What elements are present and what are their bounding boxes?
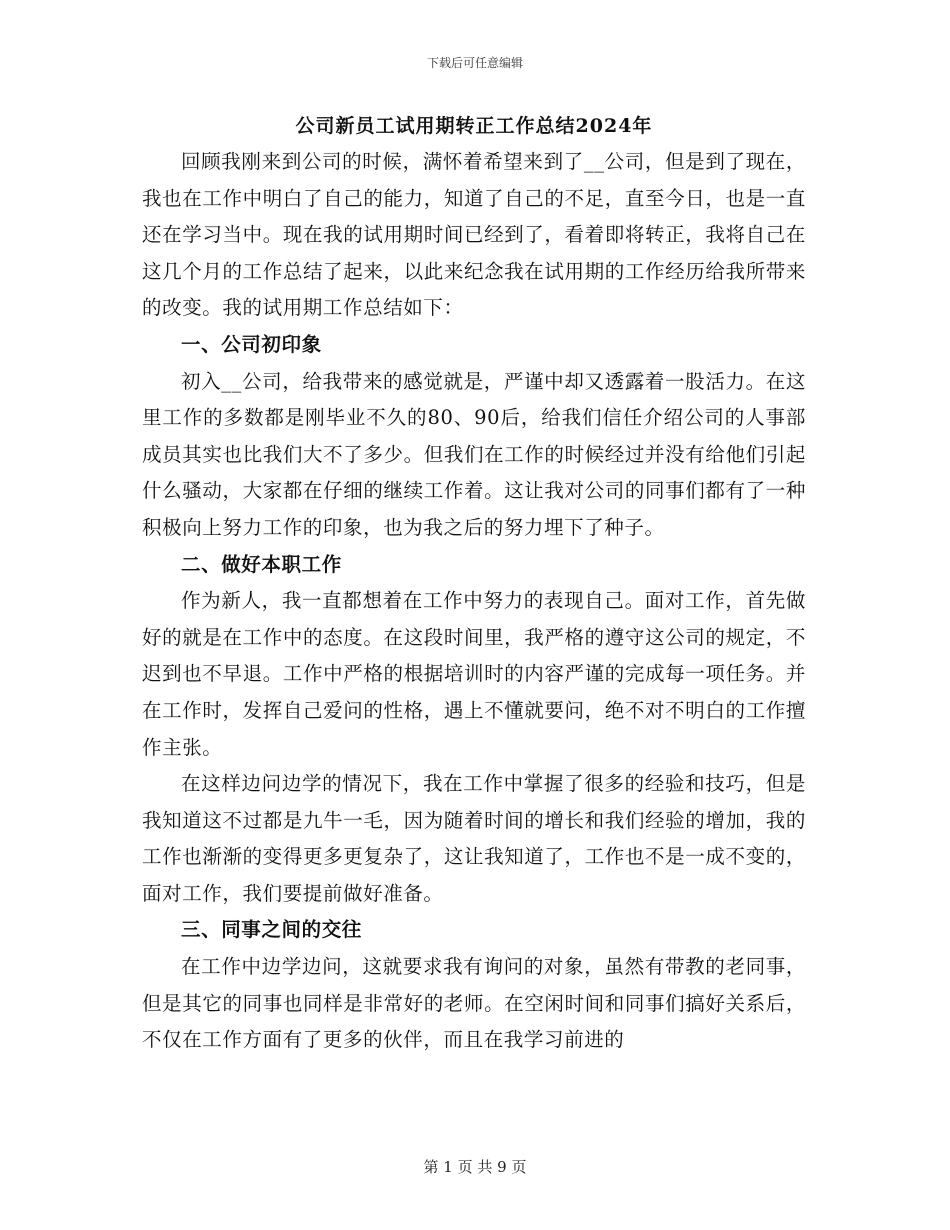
document-title: 公司新员工试用期转正工作总结2024年 [295,115,653,137]
section-heading: 二、做好本职工作 [181,552,342,576]
section-duty [142,547,806,913]
section-paragraph: 作为新人，我一直都想着在工作中努力的表现自己。面对工作，首先做好的就是在工作中的态度。在这段时间里，我严格的遵守这公司的规定，不迟到也不早退。工作中严格的根据培训时的内容严谨的完成每一项任务。并在工作时，发挥自己爱问的性格，遇上不懂就要问，绝不对不明白的工作擅作主张。 [142,589,806,759]
section-paragraph: 在这样边问边学的情况下，我在工作中掌握了很多的经验和技巧，但是我知道这不过都是九牛一毛，因为随着时间的增长和我们经验的增加，我的工作也渐渐的变得更多更复杂了，这让我知道了，工作也不是一成不变的，面对工作，我们要提前做好准备。 [142,772,806,905]
document-body [142,108,806,1059]
intro-paragraph: 回顾我刚来到公司的时候，满怀着希望来到了__公司，但是到了现在，我也在工作中明白了自己的能力，知道了自己的不足，直至今日，也是一直还在学习当中。现在我的试用期时间已经到了，看着即将转正，我将自己在这几个月的工作总结了起来，以此来纪念我在试用期的工作经历给我所带来的改变。我的试用期工作总结如下： [142,150,806,320]
section-heading: 三、同事之间的交往 [181,918,362,942]
section-colleagues [142,912,806,1058]
page-footer: 第 1 页 共 9 页 [423,1158,527,1176]
header-note: 下载后可任意编辑 [426,56,523,70]
section-heading: 一、公司初印象 [181,332,322,356]
section-paragraph: 初入__公司，给我带来的感觉就是，严谨中却又透露着一股活力。在这里工作的多数都是刚毕业不久的80、90后，给我们信任介绍公司的人事部成员其实也比我们大不了多少。但我们在工作的时候经过并没有给他们引起什么骚动，大家都在仔细的继续工作着。这让我对公司的同事们都有了一种积极向上努力工作的印象，也为我之后的努力埋下了种子。 [142,369,806,539]
section-paragraph: 在工作中边学边问，这就要求我有询问的对象，虽然有带教的老同事，但是其它的同事也同样是非常好的老师。在空闲时间和同事们搞好关系后，不仅在工作方面有了更多的伙伴，而且在我学习前进的 [142,955,806,1052]
section-impression [142,327,806,547]
